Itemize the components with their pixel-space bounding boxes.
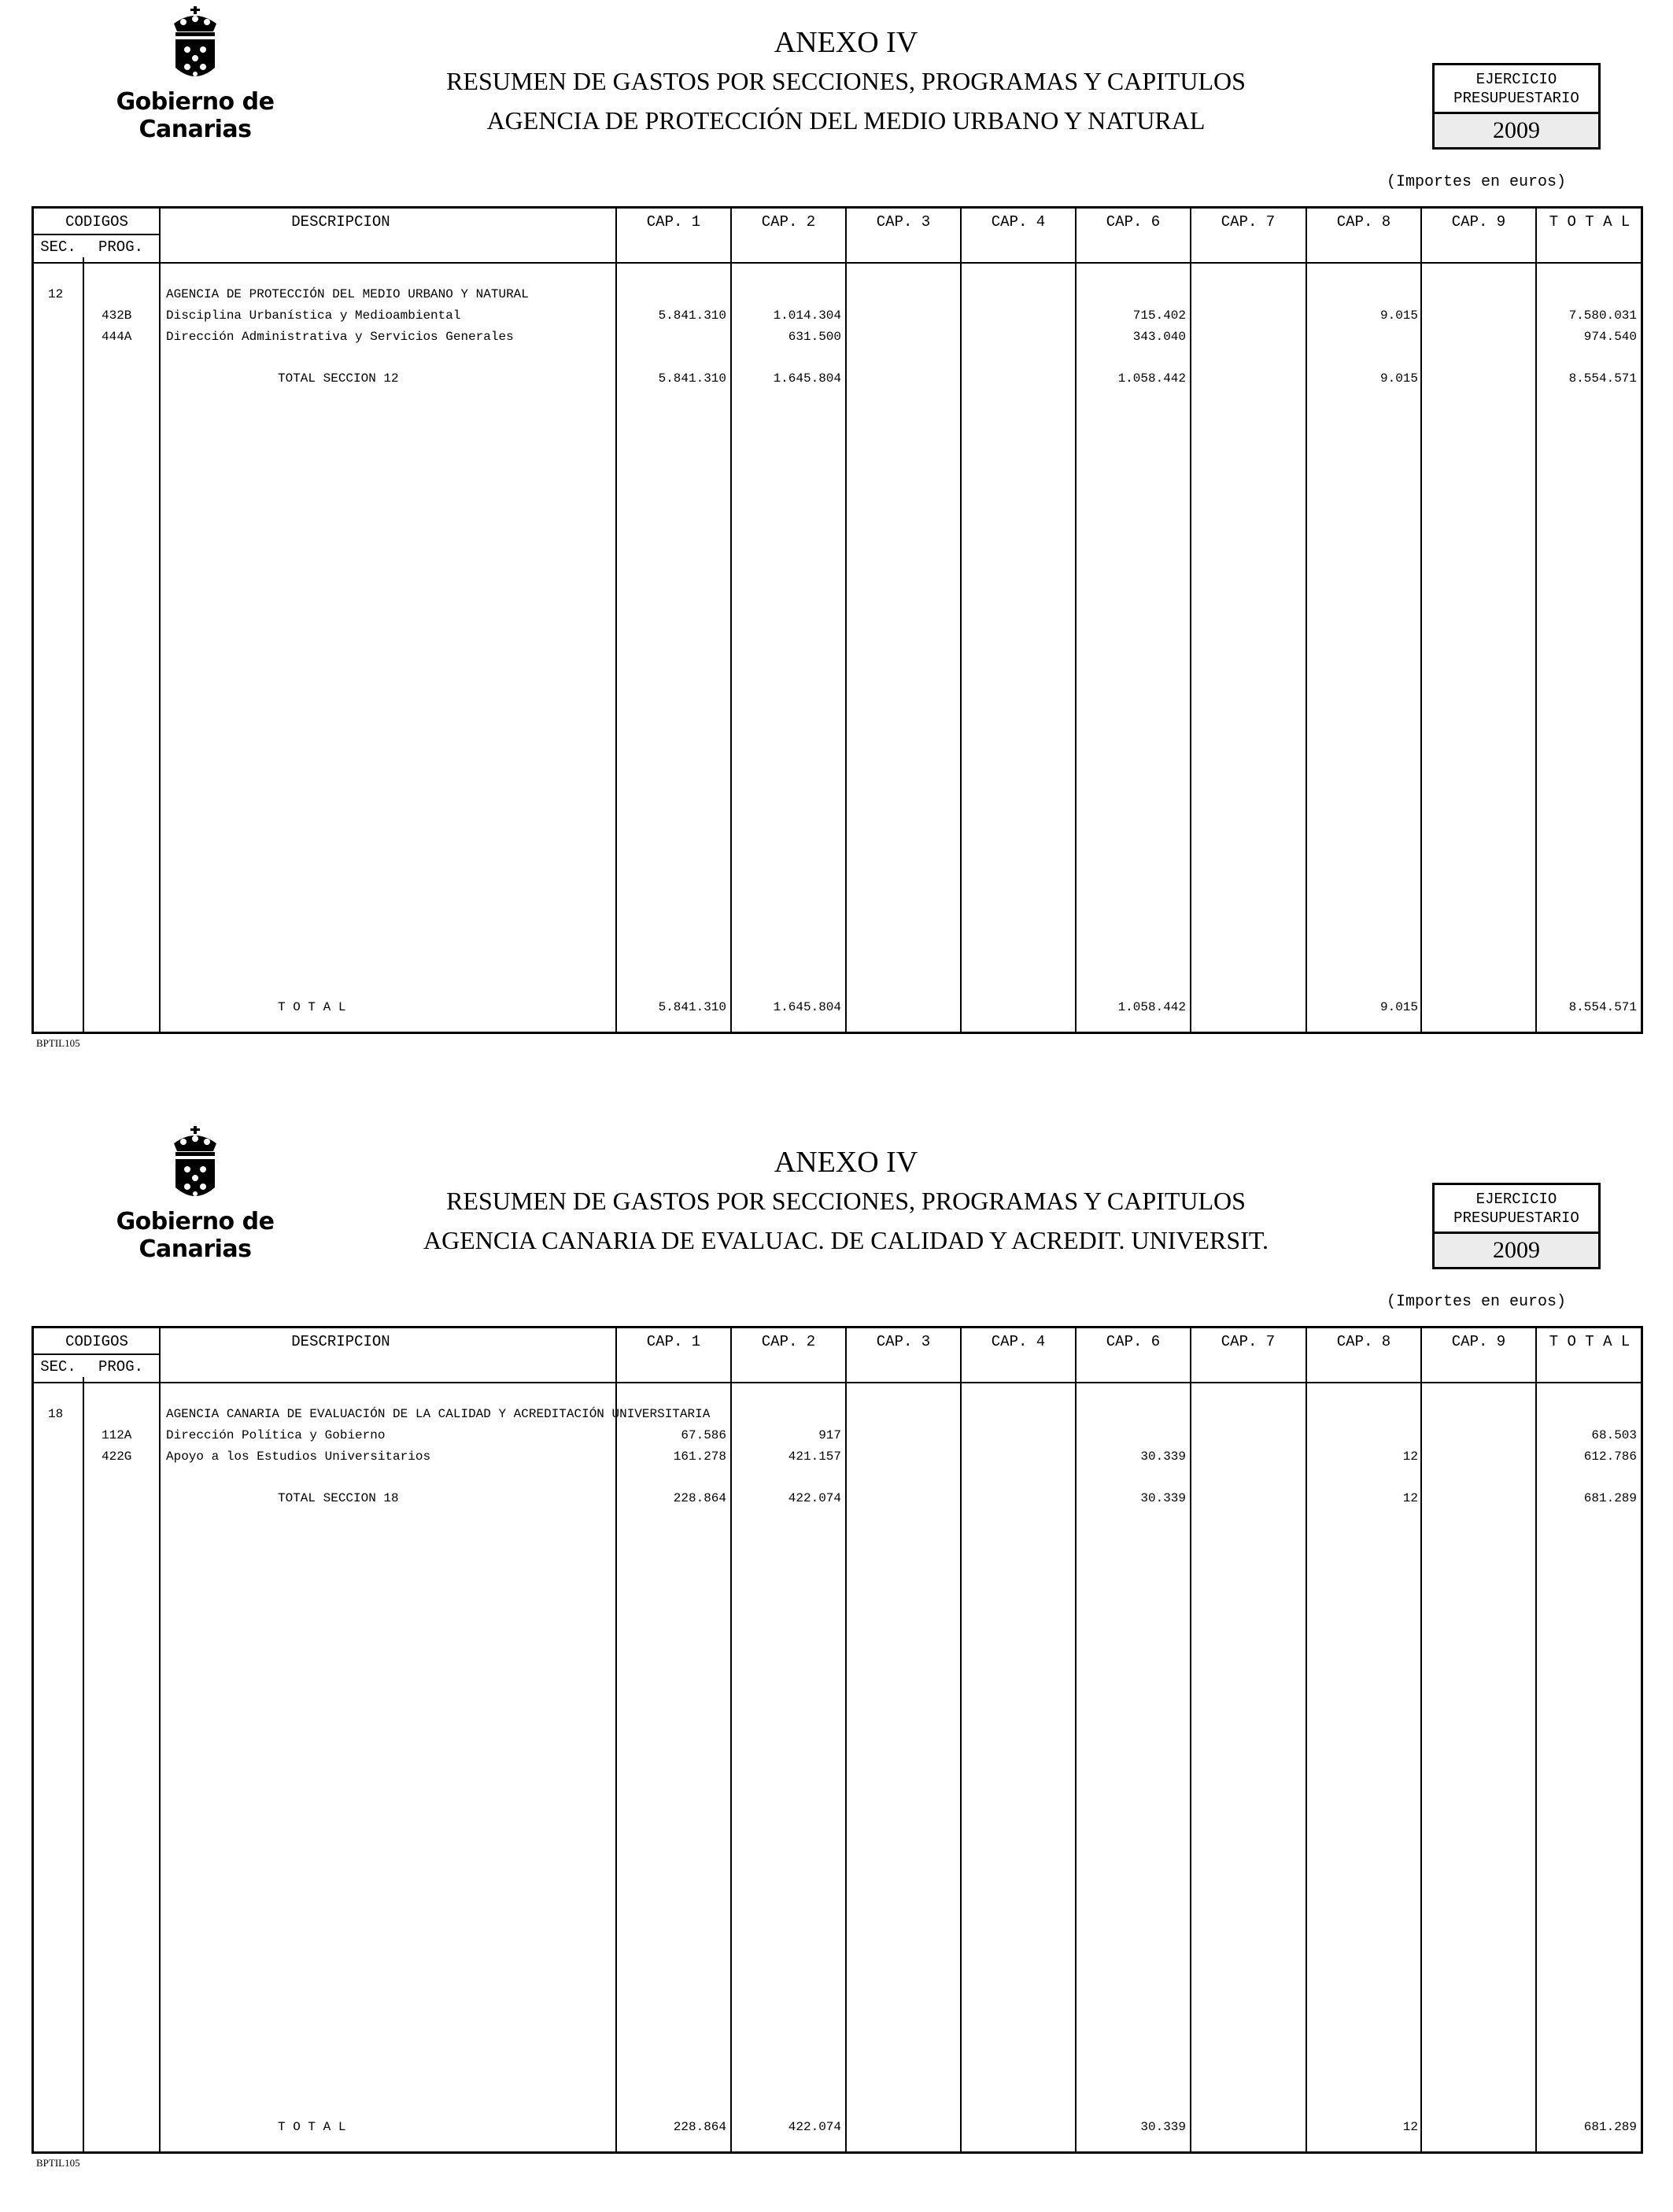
- page-footer-code: BPTIL105: [36, 1037, 80, 1049]
- budget-table: [31, 206, 1643, 1034]
- header-sec: SEC.: [40, 1358, 76, 1376]
- annex-page-1: [0, 0, 1673, 1092]
- header-cap6: CAP. 6: [1106, 213, 1161, 231]
- section-total-total: 681.289: [1583, 1491, 1637, 1505]
- header-cap4: CAP. 4: [991, 213, 1046, 231]
- col-divider-sec: [83, 1377, 84, 2151]
- ejercicio-label: [1435, 1185, 1598, 1234]
- ejercicio-label: [1435, 65, 1598, 114]
- grand-total-total: 681.289: [1583, 2120, 1637, 2134]
- grand-total-cap1: 5.841.310: [658, 1000, 726, 1014]
- row-cap2: 421.157: [788, 1449, 841, 1464]
- grand-total-cap6: 1.058.442: [1117, 1000, 1186, 1014]
- grand-total-cap8: 12: [1402, 2120, 1418, 2134]
- row-cap6: 30.339: [1140, 1449, 1186, 1464]
- grand-total-label: T O T A L: [278, 2120, 346, 2134]
- header-cap7: CAP. 7: [1221, 1333, 1276, 1350]
- section-total-cap2: 1.645.804: [773, 371, 841, 386]
- ejercicio-box: [1432, 63, 1601, 150]
- section-total-label: TOTAL SECCION 12: [278, 371, 399, 386]
- col-divider-cap3: [960, 1328, 962, 2151]
- section-total-label: TOTAL SECCION 18: [278, 1491, 399, 1505]
- annex-page-2: [0, 1120, 1673, 2212]
- row-prog: 112A: [102, 1428, 132, 1442]
- gobierno-logo: [69, 1126, 321, 1263]
- grand-total-cap2: 1.645.804: [773, 1000, 841, 1014]
- ejercicio-year: 2009: [1435, 114, 1598, 147]
- section-total-cap2: 422.074: [788, 1491, 841, 1505]
- col-divider-cap2: [845, 1328, 847, 2151]
- header-descripcion: DESCRIPCION: [291, 213, 390, 231]
- agency-name: AGENCIA CANARIA DE EVALUAC. DE CALIDAD Y ACREDIT. UNIVERSIT.: [423, 1226, 1269, 1254]
- col-divider-cap6: [1190, 209, 1191, 1032]
- header-prog: PROG.: [98, 238, 143, 256]
- header-cap7: CAP. 7: [1221, 213, 1276, 231]
- header-total: T O T A L: [1549, 1333, 1631, 1350]
- header-descripcion: DESCRIPCION: [291, 1333, 390, 1350]
- section-total-cap6: 30.339: [1140, 1491, 1186, 1505]
- coat-of-arms-icon: [160, 1126, 231, 1205]
- header-cap2: CAP. 2: [761, 1333, 816, 1350]
- page-footer-code: BPTIL105: [36, 2157, 80, 2169]
- title-block: [338, 24, 1354, 140]
- header-prog: PROG.: [98, 1358, 143, 1376]
- codigos-underline: [34, 1353, 160, 1355]
- row-description: Dirección Política y Gobierno: [166, 1428, 386, 1442]
- row-cap2: 1.014.304: [773, 308, 841, 323]
- title-block: [338, 1143, 1354, 1260]
- section-total-cap8: 9.015: [1379, 371, 1418, 386]
- row-prog: 422G: [102, 1449, 132, 1464]
- ejercicio-label-line2: PRESUPUESTARIO: [1453, 1209, 1579, 1227]
- row-cap2: 917: [818, 1428, 841, 1442]
- col-divider-sec: [83, 257, 84, 1032]
- grand-total-cap6: 30.339: [1140, 2120, 1186, 2134]
- importes-note: (Importes en euros): [1386, 1293, 1566, 1311]
- header-cap3: CAP. 3: [876, 213, 931, 231]
- row-total: 974.540: [1583, 330, 1637, 344]
- row-description: Apoyo a los Estudios Universitarios: [166, 1449, 431, 1464]
- header-cap1: CAP. 1: [646, 1333, 701, 1350]
- summary-subtitle: RESUMEN DE GASTOS POR SECCIONES, PROGRAMAS Y CAPITULOS: [446, 67, 1246, 95]
- gobierno-logo: [69, 6, 321, 143]
- row-cap2: 631.500: [788, 330, 841, 344]
- row-cap1: 5.841.310: [658, 308, 726, 323]
- header-sec: SEC.: [40, 238, 76, 256]
- row-cap1: 161.278: [673, 1449, 726, 1464]
- section-total-cap1: 5.841.310: [658, 371, 726, 386]
- header-cap4: CAP. 4: [991, 1333, 1046, 1350]
- header-codigos: CODIGOS: [65, 213, 128, 231]
- coat-of-arms-icon: [160, 6, 231, 85]
- annex-title: ANEXO IV: [774, 1146, 918, 1179]
- logo-text: Gobierno de Canarias: [116, 88, 275, 143]
- importes-note: (Importes en euros): [1386, 173, 1566, 191]
- grand-total-cap2: 422.074: [788, 2120, 841, 2134]
- grand-total-label: T O T A L: [278, 1000, 346, 1014]
- ejercicio-year: 2009: [1435, 1234, 1598, 1267]
- section-total-cap8: 12: [1402, 1491, 1418, 1505]
- row-cap8: 12: [1402, 1449, 1418, 1464]
- row-cap6: 343.040: [1132, 330, 1186, 344]
- header-cap6: CAP. 6: [1106, 1333, 1161, 1350]
- header-cap2: CAP. 2: [761, 213, 816, 231]
- ejercicio-label-line1: EJERCICIO: [1475, 1191, 1557, 1208]
- header-cap9: CAP. 9: [1451, 1333, 1506, 1350]
- ejercicio-label-line1: EJERCICIO: [1475, 71, 1557, 88]
- section-code: 12: [48, 287, 64, 301]
- col-divider-cap6: [1190, 1328, 1191, 2151]
- header-cap8: CAP. 8: [1336, 1333, 1391, 1350]
- section-total-cap1: 228.864: [673, 1491, 726, 1505]
- header-cap3: CAP. 3: [876, 1333, 931, 1350]
- grand-total-cap8: 9.015: [1379, 1000, 1418, 1014]
- col-divider-cap3: [960, 209, 962, 1032]
- header-total: T O T A L: [1549, 213, 1631, 231]
- codigos-underline: [34, 234, 160, 235]
- col-divider-cap8: [1420, 209, 1422, 1032]
- col-divider-prog: [159, 209, 161, 1032]
- section-description: AGENCIA CANARIA DE EVALUACIÓN DE LA CALIDAD Y ACREDITACIÓN UNIVERSITARIA: [166, 1407, 711, 1421]
- section-code: 18: [48, 1407, 64, 1421]
- col-divider-cap7: [1306, 209, 1307, 1032]
- row-total: 612.786: [1583, 1449, 1637, 1464]
- row-total: 7.580.031: [1568, 308, 1637, 323]
- col-divider-desc: [615, 209, 617, 1032]
- row-description: Dirección Administrativa y Servicios Generales: [166, 330, 514, 344]
- row-total: 68.503: [1591, 1428, 1637, 1442]
- section-total-cap6: 1.058.442: [1117, 371, 1186, 386]
- header-cap9: CAP. 9: [1451, 213, 1506, 231]
- header-cap1: CAP. 1: [646, 213, 701, 231]
- agency-name: AGENCIA DE PROTECCIÓN DEL MEDIO URBANO Y NATURAL: [486, 106, 1206, 135]
- row-cap1: 67.586: [681, 1428, 726, 1442]
- row-prog: 444A: [102, 330, 132, 344]
- col-divider-prog: [159, 1328, 161, 2151]
- header-bottom-line: [34, 1382, 1641, 1383]
- ejercicio-box: [1432, 1183, 1601, 1269]
- header-bottom-line: [34, 262, 1641, 264]
- grand-total-total: 8.554.571: [1568, 1000, 1637, 1014]
- budget-table: [31, 1326, 1643, 2154]
- ejercicio-label-line2: PRESUPUESTARIO: [1453, 90, 1579, 107]
- col-divider-cap8: [1420, 1328, 1422, 2151]
- header-codigos: CODIGOS: [65, 1333, 128, 1350]
- grand-total-cap1: 228.864: [673, 2120, 726, 2134]
- section-total-total: 8.554.571: [1568, 371, 1637, 386]
- row-description: Disciplina Urbanística y Medioambiental: [166, 308, 461, 323]
- row-cap8: 9.015: [1379, 308, 1418, 323]
- logo-text: Gobierno de Canarias: [116, 1208, 275, 1263]
- row-prog: 432B: [102, 308, 132, 323]
- annex-title: ANEXO IV: [774, 26, 918, 59]
- section-description: AGENCIA DE PROTECCIÓN DEL MEDIO URBANO Y NATURAL: [166, 287, 529, 301]
- header-cap8: CAP. 8: [1336, 213, 1391, 231]
- col-divider-cap2: [845, 209, 847, 1032]
- summary-subtitle: RESUMEN DE GASTOS POR SECCIONES, PROGRAMAS Y CAPITULOS: [446, 1187, 1246, 1215]
- row-cap6: 715.402: [1132, 308, 1186, 323]
